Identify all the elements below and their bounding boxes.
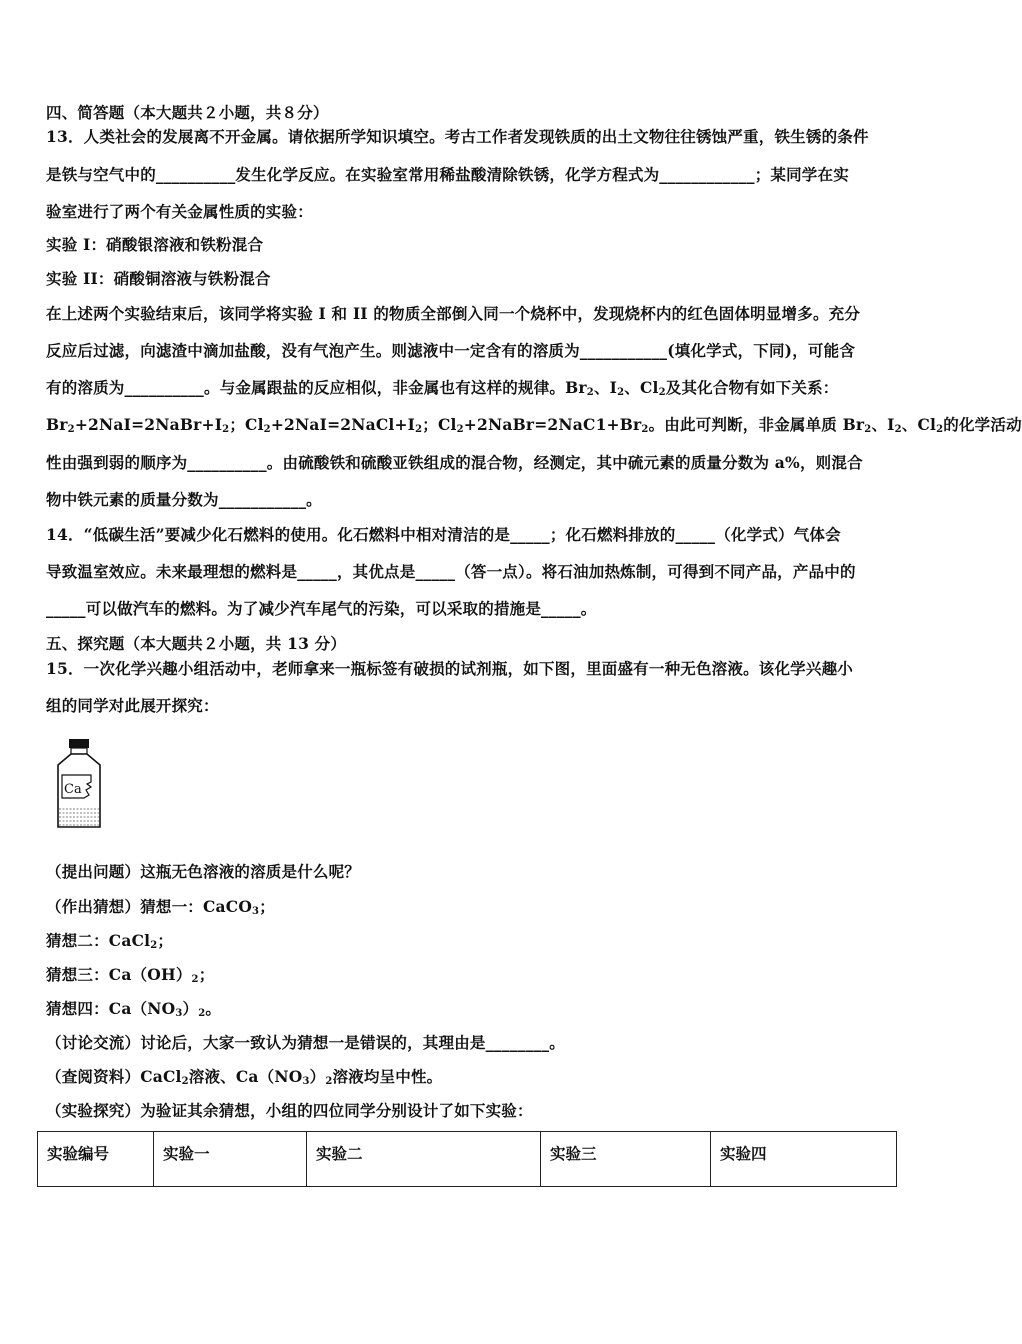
reference-text: ） xyxy=(309,1067,326,1086)
section-5-heading: 五、探究题（本大题共２小题，共 13 分） xyxy=(46,634,347,653)
equation-text: 、I xyxy=(871,415,895,434)
subscript: 2 xyxy=(191,974,199,985)
q15-line-2: 组的同学对此展开探究： xyxy=(46,696,219,715)
q15-exploration: （实验探究）为验证其余猜想，小组的四位同学分别设计了如下实验： xyxy=(46,1101,533,1120)
reagent-bottle-illustration xyxy=(53,738,105,830)
q13-line-8-text: 有的溶质为__________。与金属跟盐的反应相似，非金属也有这样的规律。Br xyxy=(46,378,587,397)
guess-text: ； xyxy=(157,931,174,950)
q14-line-2: 导致温室效应。未来最理想的燃料是_____，其优点是_____（答一点）。将石油加热炼制，可得到不同产品，产品中的 xyxy=(46,562,856,581)
subscript: 2 xyxy=(617,387,625,398)
equation-text: 、Cl xyxy=(901,415,937,434)
q14-line-1: 14．“低碳生活”要减少化石燃料的使用。化石燃料中相对清洁的是_____；化石燃料排放的_____（化学式）气体会 xyxy=(46,525,841,544)
reference-text: （查阅资料）CaCl xyxy=(46,1067,182,1086)
section-4-heading: 四、简答题（本大题共２小题，共８分） xyxy=(46,103,329,122)
subscript: 2 xyxy=(658,387,666,398)
equation-text: Br xyxy=(46,415,68,434)
experiment-table xyxy=(37,1131,897,1187)
subscript: 3 xyxy=(175,1008,183,1019)
q15-line-1: 15．一次化学兴趣小组活动中，老师拿来一瓶标签有破损的试剂瓶，如下图，里面盛有一种无色溶液。该化学兴趣小 xyxy=(46,659,853,678)
table-header-row xyxy=(38,1132,897,1187)
subscript: 2 xyxy=(936,424,944,435)
subscript: 2 xyxy=(181,1076,189,1087)
table-header-cell: 实验二 xyxy=(307,1132,541,1187)
subscript: 2 xyxy=(864,424,872,435)
subscript: 2 xyxy=(894,424,902,435)
guess-text: 猜想二：CaCl xyxy=(46,931,151,950)
equation-text: +2NaI=2NaBr+I xyxy=(74,415,223,434)
equation-text: 。由此可判断，非金属单质 Br xyxy=(648,415,865,434)
q13-line-1: 13．人类社会的发展离不开金属。请依据所学知识填空。考古工作者发现铁质的出土文物往往锈蚀严重，铁生锈的条件 xyxy=(46,127,869,146)
guess-text: （作出猜想）猜想一：CaCO xyxy=(46,897,253,916)
equation-text: +2NaI=2NaCl+I xyxy=(270,415,416,434)
q13-line-7: 反应后过滤，向滤渣中滴加盐酸，没有气泡产生。则滤液中一定含有的溶质为___________(填化学式，下同)，可能含 xyxy=(46,341,856,360)
table-header-cell: 实验编号 xyxy=(38,1132,154,1187)
bottle-label-text: Ca xyxy=(64,782,82,797)
q14-line-3: _____可以做汽车的燃料。为了减少汽车尾气的污染，可以采取的措施是_____。 xyxy=(46,599,597,618)
equation-text: 的化学活动 xyxy=(943,415,1022,434)
subscript: 2 xyxy=(641,424,649,435)
guess-text: 。 xyxy=(205,999,222,1018)
subscript: 2 xyxy=(415,424,423,435)
q15-question: （提出问题）这瓶无色溶液的溶质是什么呢？ xyxy=(46,862,361,881)
guess-text: ） xyxy=(182,999,199,1018)
guess-text: 猜想四：Ca（NO xyxy=(46,999,176,1018)
q13-line-3: 验室进行了两个有关金属性质的实验： xyxy=(46,202,313,221)
q15-guess-4 xyxy=(46,999,221,1019)
subscript: 3 xyxy=(252,906,260,917)
reference-text: 溶液、Ca（NO xyxy=(188,1067,303,1086)
q13-line-10: 性由强到弱的顺序为__________。由硫酸铁和硫酸亚铁组成的混合物，经测定，其中硫元素的质量分数为 a%，则混合 xyxy=(46,453,863,472)
subscript: 2 xyxy=(198,1008,206,1019)
q13-line-2: 是铁与空气中的__________发生化学反应。在实验室常用稀盐酸清除铁锈，化学方程式为____________；某同学在实 xyxy=(46,165,849,184)
q13-line-8-text: 及其化合物有如下关系： xyxy=(665,378,839,397)
q13-line-8 xyxy=(46,378,838,398)
q13-line-6: 在上述两个实验结束后，该同学将实验 I 和 II 的物质全部倒入同一个烧杯中，发现烧杯内的红色固体明显增多。充分 xyxy=(46,304,861,323)
guess-text: 猜想三：Ca（OH） xyxy=(46,965,192,984)
bottle-neck xyxy=(71,748,87,754)
subscript: 2 xyxy=(150,940,158,951)
table-header-cell: 实验四 xyxy=(711,1132,897,1187)
equation-text: +2NaBr=2NaC1+Br xyxy=(463,415,642,434)
subscript: 2 xyxy=(67,424,75,435)
reference-text: 溶液均呈中性。 xyxy=(332,1067,443,1086)
q15-guess-1 xyxy=(46,897,275,917)
q15-guess-3 xyxy=(46,965,214,985)
subscript: 2 xyxy=(586,387,594,398)
equation-text: ；Cl xyxy=(229,415,264,434)
q13-line-11: 物中铁元素的质量分数为___________。 xyxy=(46,490,322,509)
table-header-cell: 实验三 xyxy=(541,1132,711,1187)
q13-line-8-text: 、Cl xyxy=(624,378,659,397)
guess-text: ； xyxy=(259,897,275,916)
equation-text: ；Cl xyxy=(422,415,457,434)
q15-guess-2 xyxy=(46,931,173,951)
q13-equations-line xyxy=(46,415,1022,435)
subscript: 2 xyxy=(222,424,230,435)
table-header-cell: 实验一 xyxy=(154,1132,307,1187)
subscript: 2 xyxy=(325,1076,333,1087)
q13-line-8-text: 、I xyxy=(593,378,618,397)
q13-experiment-1: 实验 I：硝酸银溶液和铁粉混合 xyxy=(46,235,264,254)
q13-experiment-2: 实验 II：硝酸铜溶液与铁粉混合 xyxy=(46,269,271,288)
q15-discussion: （讨论交流）讨论后，大家一致认为猜想一是错误的，其理由是________。 xyxy=(46,1033,565,1052)
guess-text: ； xyxy=(198,965,215,984)
subscript: 2 xyxy=(263,424,271,435)
subscript: 3 xyxy=(302,1076,310,1087)
subscript: 2 xyxy=(456,424,464,435)
bottle-cap xyxy=(69,739,89,748)
q15-reference xyxy=(46,1067,442,1087)
